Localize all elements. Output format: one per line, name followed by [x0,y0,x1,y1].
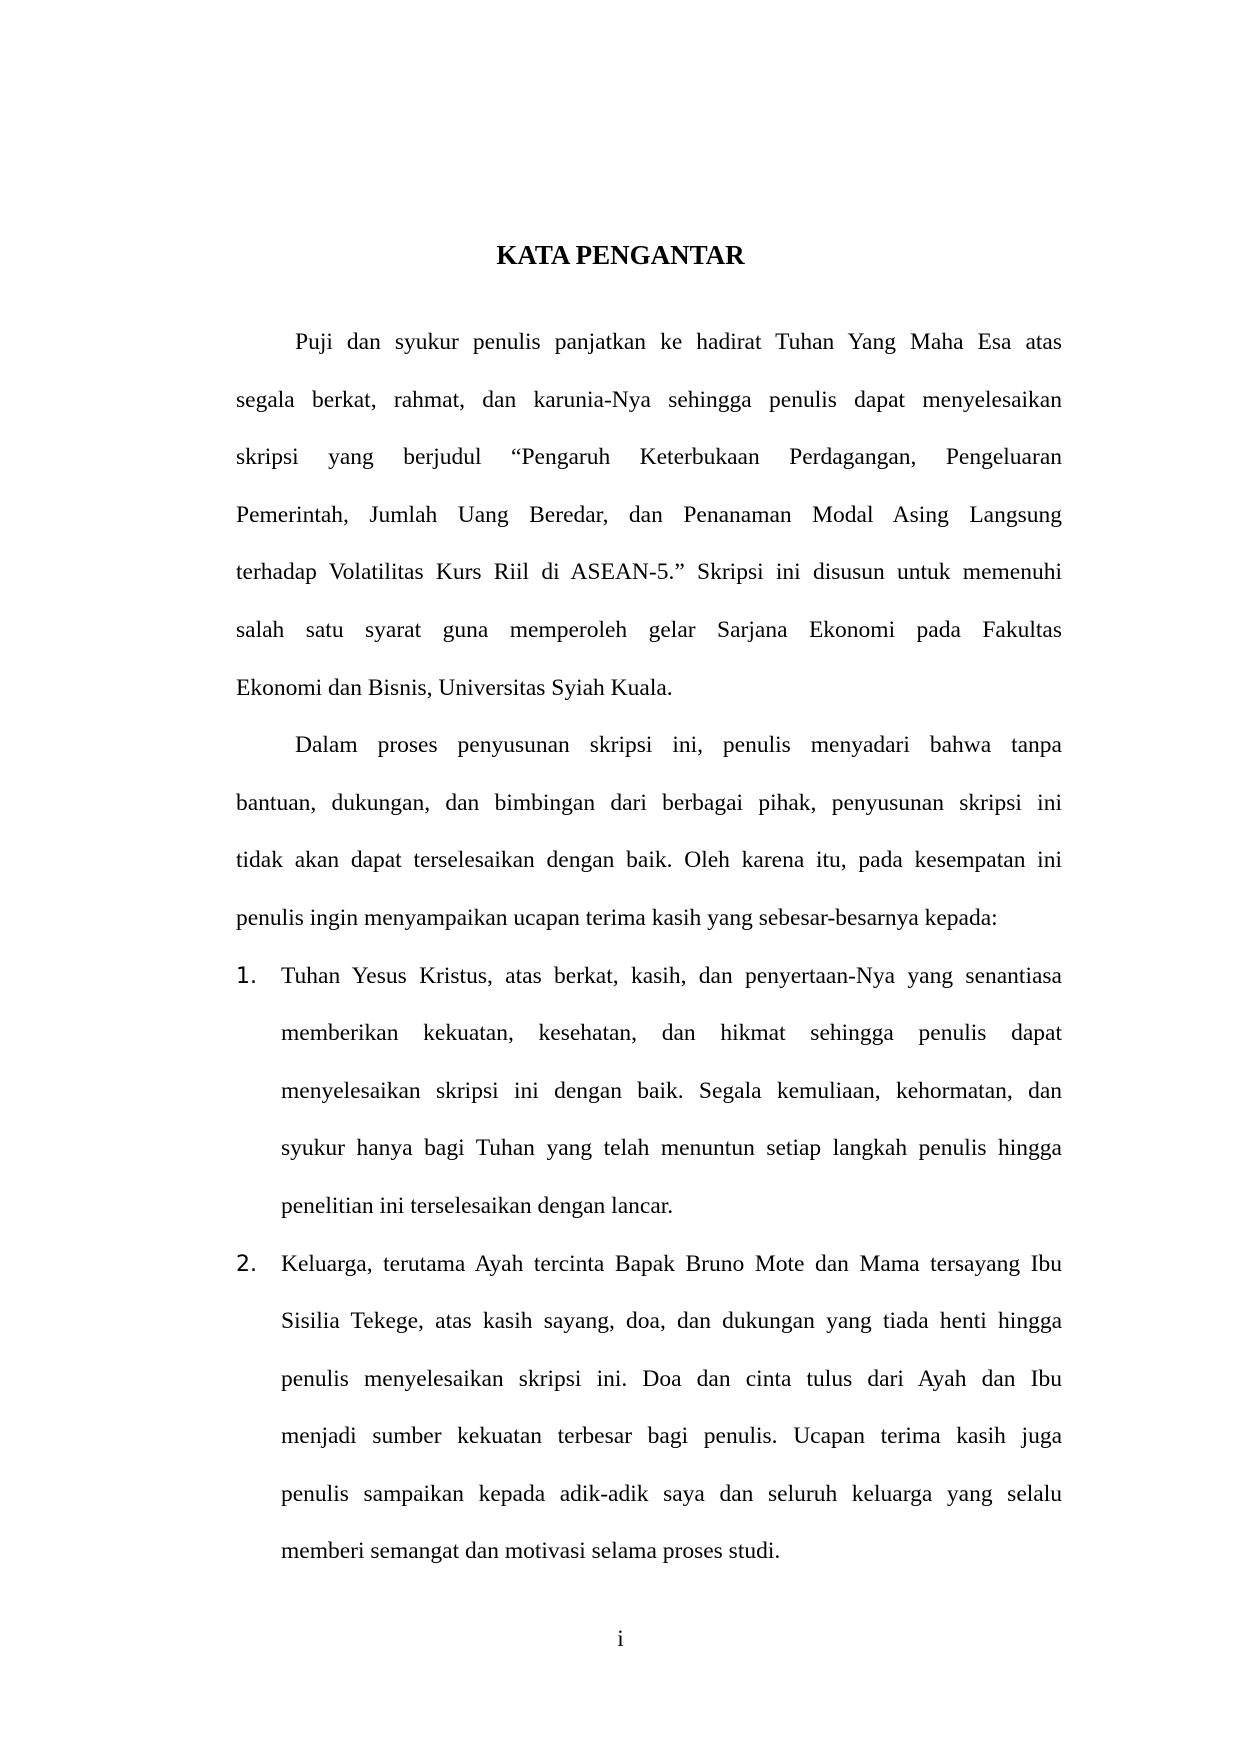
page-number: i [617,1626,624,1652]
text-line: skripsi yang berjudul “Pengaruh Keterbukaan Perdagangan, Pengeluaran [236,444,1062,471]
text-line: menjadi sumber kekuatan terbesar bagi penulis. Ucapan terima kasih juga [281,1423,1062,1450]
text-line: Puji dan syukur penulis panjatkan ke hadirat Tuhan Yang Maha Esa atas [295,329,1062,355]
paragraph [236,314,1062,717]
text-line: penulis sampaikan kepada adik-adik saya dan seluruh keluarga yang selalu [281,1480,1062,1507]
text-line: Keluarga, terutama Ayah tercinta Bapak Bruno Mote dan Mama tersayang Ibu [281,1250,1062,1277]
text-line: Ekonomi dan Bisnis, Universitas Syiah Kuala. [236,674,673,701]
text-line: menyelesaikan skripsi ini dengan baik. Segala kemuliaan, kehormatan, dan [281,1077,1062,1104]
list-number: 1. [236,963,257,989]
text-line: Sisilia Tekege, atas kasih sayang, doa, dan dukungan yang tiada henti hingga [281,1308,1062,1335]
text-line: tidak akan dapat terselesaikan dengan baik. Oleh karena itu, pada kesempatan ini [236,847,1062,874]
text-line: terhadap Volatilitas Kurs Riil di ASEAN-5.” Skripsi ini disusun untuk memenuhi [236,559,1062,586]
page-title: KATA PENGANTAR [496,240,745,270]
text-line: Pemerintah, Jumlah Uang Beredar, dan Penanaman Modal Asing Langsung [236,501,1062,528]
list-item [236,948,1062,1236]
list-number: 2. [236,1251,257,1277]
text-line: bantuan, dukungan, dan bimbingan dari berbagai pihak, penyusunan skripsi ini [236,789,1062,816]
text-line: penulis ingin menyampaikan ucapan terima kasih yang sebesar-besarnya kepada: [236,904,998,931]
list-item [236,1236,1062,1582]
paragraph [236,717,1062,947]
text-line: segala berkat, rahmat, dan karunia-Nya sehingga penulis dapat menyelesaikan [236,386,1062,413]
text-line: salah satu syarat guna memperoleh gelar Sarjana Ekonomi pada Fakultas [236,616,1062,643]
text-line: Dalam proses penyusunan skripsi ini, penulis menyadari bahwa tanpa [295,732,1062,759]
document-body [236,314,1062,1581]
text-line: Tuhan Yesus Kristus, atas berkat, kasih, dan penyertaan-Nya yang senantiasa [281,962,1062,989]
text-line: memberi semangat dan motivasi selama proses studi. [281,1538,781,1565]
text-line: memberikan kekuatan, kesehatan, dan hikmat sehingga penulis dapat [281,1020,1062,1047]
text-line: penulis menyelesaikan skripsi ini. Doa dan cinta tulus dari Ayah dan Ibu [281,1365,1062,1392]
text-line: syukur hanya bagi Tuhan yang telah menuntun setiap langkah penulis hingga [281,1135,1062,1162]
text-line: penelitian ini terselesaikan dengan lancar. [281,1192,674,1219]
